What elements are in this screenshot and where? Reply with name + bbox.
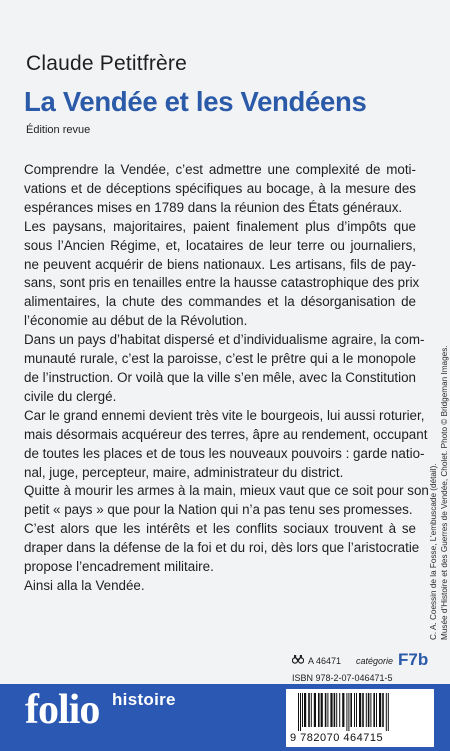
barcode-bar: [388, 693, 389, 731]
barcode-bar: [366, 693, 367, 727]
barcode-bar: [300, 693, 301, 731]
text-line: alimentaires, la chute des commandes et la désorganisation de: [24, 294, 416, 310]
barcode-bar: [314, 693, 316, 727]
price-category-row: [292, 650, 432, 669]
barcode-bar: [356, 693, 357, 727]
collection-label: histoire: [112, 690, 176, 709]
barcode-bar: [308, 693, 310, 727]
barcode: [286, 689, 434, 747]
barcode-bar: [382, 693, 384, 727]
credits-line-2: Musée d’Histoire et des Guerres de Vendée, Cholet. Photo © Bridgeman Images.: [440, 345, 449, 640]
barcode-bar: [376, 693, 377, 727]
text-line: nal, juge, percepteur, maire, administrateur du district.: [24, 464, 344, 480]
text-line: Car le grand ennemi devient très vite le bourgeois, lui aussi roturier,: [24, 407, 425, 423]
barcode-bar: [379, 693, 381, 727]
text-line: Quitte à mourir les armes à la main, mieux vaut que ce soit pour son: [24, 483, 429, 499]
text-line: C’est alors que les intérêts et les conflits sociaux trouvent à se: [24, 521, 416, 537]
book-title: La Vendée et les Vendéens: [24, 86, 367, 117]
text-line: Comprendre la Vendée, c’est admettre une complexité de moti-: [24, 162, 416, 177]
text-line: de toutes les places et de tous les nouveaux pouvoirs : garde natio-: [24, 445, 425, 461]
barcode-bar: [325, 693, 327, 727]
credits-line-1: C. A. Coessin de la Fosse, L’embuscade (détail).: [429, 463, 438, 640]
folio-logo: folio: [25, 687, 100, 733]
barcode-bar: [373, 693, 375, 727]
barcode-bar: [304, 693, 306, 727]
barcode-bar: [362, 693, 364, 727]
barcode-bar: [342, 693, 344, 727]
text-line: de l’instruction. Or voilà que la ville s’en mêle, avec la Constitution: [24, 369, 416, 385]
catalog-code: A 46471: [308, 656, 342, 666]
barcode-bar: [370, 693, 371, 727]
text-line: petit « pays » que pour la Nation qui n’a pas tenu ses promesses.: [24, 502, 413, 518]
text-line: munauté rurale, c’est la paroisse, c’est le prêtre qui a le monopole: [24, 351, 416, 367]
barcode-bar: [359, 693, 361, 727]
author-name: Claude Petitfrère: [26, 52, 187, 75]
text-line: civile du clergé.: [24, 388, 117, 404]
text-line: propose l’encadrement militaire.: [24, 559, 214, 575]
image-credits: [428, 340, 450, 640]
barcode-bar: [330, 693, 332, 727]
text-line: ne peuvent acquérir de biens nationaux. Les artisans, fils de pay-: [24, 256, 416, 272]
barcode-bar: [302, 693, 303, 727]
text-line: Dans un pays d’habitat dispersé et d’individualisme agraire, la com-: [24, 332, 425, 348]
barcode-bar: [350, 693, 352, 727]
back-cover-text: [24, 161, 429, 596]
barcode-bar: [348, 693, 349, 731]
barcode-bar: [339, 693, 340, 727]
barcode-bars: [296, 693, 426, 731]
barcode-bar: [386, 693, 387, 731]
barcode-bar: [327, 693, 328, 727]
barcode-bar: [321, 693, 323, 727]
isbn-number: ISBN 978-2-07-046471-5: [292, 673, 393, 683]
text-line: vations et de déceptions spécifiques au bocage, à la mesure des: [24, 180, 416, 196]
category-badge: F7b: [398, 650, 429, 669]
barcode-bar: [368, 693, 370, 727]
binoculars-icon: [292, 654, 304, 667]
barcode-bar: [334, 693, 336, 727]
barcode-bar: [298, 693, 299, 731]
barcode-digits: 9 782070 464715: [290, 732, 384, 744]
edition-note: Édition revue: [26, 124, 91, 136]
text-line: sous l’Ancien Régime, et, locataires de leur terre ou journaliers,: [24, 237, 416, 253]
barcode-bar: [354, 693, 355, 727]
barcode-bar: [311, 693, 312, 727]
barcode-bar: [346, 693, 347, 731]
text-line: sans, sont pris en tenailles entre la hausse catastrophique des prix: [24, 275, 420, 291]
text-line: Ainsi alla la Vendée.: [24, 577, 145, 593]
text-line: espérances mises en 1789 dans la réunion des États généraux.: [24, 199, 403, 215]
category-label: catégorie: [356, 656, 394, 666]
barcode-bar: [318, 693, 320, 727]
text-line: l’économie au début de la Révolution.: [24, 313, 248, 329]
barcode-bar: [336, 693, 337, 727]
text-line: mais désormais acquéreur des terres, âpre au rendement, occupant: [24, 426, 428, 442]
text-line: Les paysans, majoritaires, paient finalement plus d’impôts que: [24, 218, 416, 234]
text-line: draper dans la défense de la foi et du roi, dès lors que l’aristocratie: [24, 540, 420, 556]
